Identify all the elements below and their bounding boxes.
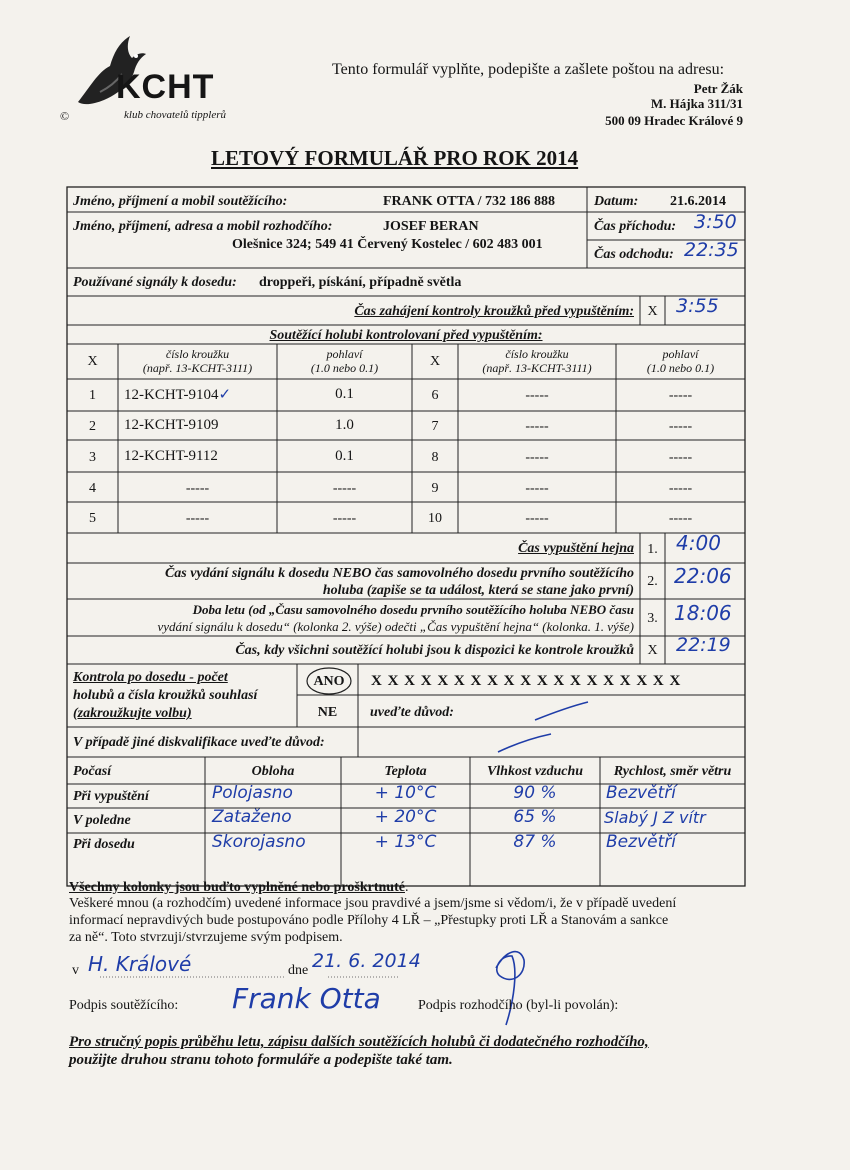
pigeon-sex-5: ----- (332, 511, 357, 526)
departure-value: 22:35 (684, 239, 739, 261)
weather-wind-1: Slabý J Z vítr (604, 808, 706, 827)
pigeon-ring-5: ----- (185, 511, 210, 526)
col-ring-left: číslo kroužku (např. 13-KCHT-3111) (142, 347, 253, 375)
duration-line-2: vydání signálu k dosedu“ (kolonka 2. výše) odečti „Čas vypuštění hejna“ (kolonka. 1. výše) (157, 619, 634, 634)
footer-date: 21. 6. 2014 (312, 950, 421, 972)
pigeon-n-5: 5 (89, 511, 96, 526)
weather-hum-1: 65 % (513, 807, 557, 827)
weather-temp-1: + 20°C (374, 807, 437, 827)
pigeon-n-8: 8 (431, 450, 439, 465)
pigeon-sex-2: 1.0 (335, 417, 354, 433)
pigeon-ring-10: ----- (525, 511, 549, 526)
pigeon-ring-7: ----- (525, 419, 549, 434)
pigeon-sex-4: ----- (332, 481, 357, 496)
address-street: M. Hájka 311/31 (650, 96, 743, 111)
pigeon-n-6: 6 (431, 388, 439, 403)
control-no: NE (317, 705, 338, 720)
pigeon-n-1: 1 (89, 388, 96, 403)
weather-h-3: Vlhkost vzduchu (486, 764, 584, 779)
col-sex-left: pohlaví (1.0 nebo 0.1) (310, 347, 379, 375)
col-sex-right: pohlaví (1.0 nebo 0.1) (646, 347, 715, 375)
weather-h-0: Počasí (73, 764, 112, 779)
col-ring-right: číslo kroužku (např. 13-KCHT-3111) (482, 347, 592, 375)
weather-row-label-2: Při dosedu (73, 837, 135, 852)
pigeon-sex-10: ----- (668, 511, 693, 526)
place-value: H. Králové (88, 952, 192, 976)
control-yes: ANO (313, 674, 345, 689)
note-line-1: Veškeré mnou (a rozhodčím) uvedené informace jsou pravdivé a jsem/jsme si vědom/i, že v případě uvedení (69, 896, 677, 911)
note-line-2: informací nepravdivých bude postupováno podle Přílohy 4 LŘ – „Přestupky proti LŘ a Stanovám a sankce (69, 913, 669, 928)
signal-value: 22:06 (674, 564, 732, 588)
control-line-2: holubů a čísla kroužků souhlasí (73, 688, 258, 703)
page-title: LETOVÝ FORMULÁŘ PRO ROK 2014 (211, 146, 579, 170)
referee-label: Jméno, příjmení, adresa a mobil rozhodčího: (73, 219, 333, 234)
pigeon-n-4: 4 (89, 481, 96, 496)
release-num: 1. (647, 542, 658, 557)
pigeon-n-10: 10 (428, 511, 442, 526)
weather-row-label-0: Při vypuštění (73, 789, 149, 804)
pigeons-title: Soutěžící holubi kontrolovaní před vypuštěním: (269, 328, 543, 343)
arrival-value: 3:50 (694, 211, 737, 233)
signals-label: Používané signály k dosedu: (73, 275, 237, 290)
control-xs: X X X X X X X X X X X X X X X X X X X (371, 673, 682, 689)
release-label: Čas vypuštění hejna (518, 541, 634, 556)
weather-hum-0: 90 % (513, 783, 557, 803)
contestant-value: FRANK OTTA / 732 186 888 (383, 194, 556, 209)
pigeon-ring-2: 12-KCHT-9109 (124, 417, 219, 433)
signal-line-1: Čas vydání signálu k dosedu NEBO čas samovolného dosedu prvního soutěžícího (164, 566, 634, 581)
signal-num: 2. (647, 574, 658, 589)
logo-text: KCHT (116, 68, 215, 106)
pigeon-ring-9: ----- (525, 481, 549, 496)
referee-name: JOSEF BERAN (383, 219, 479, 234)
referee-address: Olešnice 324; 549 41 Červený Kostelec / 602 483 001 (232, 237, 543, 252)
pigeon-ring-4: ----- (185, 481, 210, 496)
col-x-left: X (87, 354, 98, 369)
pigeon-sex-6: ----- (668, 388, 693, 403)
address-name: Petr Žák (693, 81, 743, 96)
weather-h-2: Teplota (384, 764, 427, 779)
departure-label: Čas odchodu: (594, 247, 674, 262)
weather-hum-2: 87 % (513, 832, 557, 852)
bottom-line-2: použijte druhou stranu tohoto formuláře a podepište také tam. (69, 1052, 453, 1068)
weather-temp-0: + 10°C (374, 783, 437, 803)
pigeon-ring-1: 12-KCHT-9104✓ (124, 385, 232, 403)
address-city: 500 09 Hradec Králové 9 (605, 113, 743, 128)
pigeon-sex-1: 0.1 (335, 386, 354, 402)
pigeon-sex-7: ----- (668, 419, 693, 434)
pigeon-n-9: 9 (431, 481, 439, 496)
date-value: 21.6.2014 (670, 194, 726, 209)
logo-subtitle: klub chovatelů tipplerů (124, 109, 227, 121)
pigeon-ring-3: 12-KCHT-9112 (124, 448, 218, 464)
pigeon-sex-9: ----- (668, 481, 693, 496)
instruction-text: Tento formulář vyplňte, podepište a zašlete poštou na adresu: (332, 61, 725, 78)
pigeon-sex-3: 0.1 (335, 448, 354, 464)
logo-copyright: © (60, 109, 70, 123)
duration-value: 18:06 (674, 601, 732, 625)
weather-sky-0: Polojasno (212, 783, 293, 803)
bottom-line-1: Pro stručný popis průběhu letu, zápisu dalších soutěžících holubů či dodatečného rozhodčího, (69, 1034, 649, 1050)
pigeon-n-7: 7 (431, 419, 439, 434)
note-line-3: za ně“. Toto stvrzuji/stvrzujeme svým podpisem. (69, 930, 343, 945)
col-x-right: X (429, 354, 441, 369)
weather-temp-2: + 13°C (374, 832, 437, 852)
duration-num: 3. (647, 611, 658, 626)
duration-line-1: Doba letu (od „Času samovolného dosedu prvního soutěžícího holuba NEBO času (192, 602, 634, 617)
pigeon-sex-8: ----- (668, 450, 693, 465)
ring-check-value: 3:55 (676, 295, 719, 317)
ring-check-mark: X (647, 304, 658, 319)
all-available-mark: X (647, 643, 658, 658)
weather-sky-2: Skorojasno (212, 832, 306, 852)
weather-sky-1: Zataženo (212, 807, 292, 827)
ring-check-label: Čas zahájení kontroly kroužků před vypuštěním: (354, 304, 634, 319)
pigeon-ring-8: ----- (525, 450, 549, 465)
all-available-label: Čas, kdy všichni soutěžící holubi jsou k dispozici ke kontrole kroužků (235, 643, 634, 658)
weather-wind-0: Bezvětří (606, 783, 676, 803)
pigeon-ring-6: ----- (525, 388, 549, 403)
pigeon-n-3: 3 (89, 450, 96, 465)
signal-line-2: holuba (zapiše se ta událost, která se stane jako první) (322, 583, 634, 598)
disq-label: V případě jiné diskvalifikace uveďte důvod: (73, 735, 325, 750)
weather-row-label-1: V poledne (73, 813, 131, 828)
date-label: Datum: (594, 194, 639, 209)
all-available-value: 22:19 (676, 634, 731, 656)
signals-value: droppeři, pískání, případně světla (259, 275, 462, 290)
release-value: 4:00 (676, 531, 721, 555)
place-prefix: v (72, 963, 79, 978)
control-reason-label: uveďte důvod: (370, 705, 454, 720)
sig-contestant-label: Podpis soutěžícího: (69, 998, 179, 1013)
sig-contestant-value: Frank Otta (232, 982, 381, 1015)
contestant-label: Jméno, příjmení a mobil soutěžícího: (73, 194, 288, 209)
weather-h-1: Obloha (251, 764, 295, 779)
control-line-1: Kontrola po dosedu - počet (73, 670, 228, 685)
date-prefix: dne (288, 963, 309, 978)
weather-h-4: Rychlost, směr větru (613, 764, 732, 779)
note-title: Všechny kolonky jsou buďto vyplněné nebo proškrtnuté. (69, 880, 409, 895)
weather-wind-2: Bezvětří (606, 832, 676, 852)
pigeon-n-2: 2 (89, 419, 96, 434)
control-line-3: (zakroužkujte volbu) (73, 706, 192, 721)
sig-referee-label: Podpis rozhodčího (byl-li povolán): (418, 998, 619, 1013)
arrival-label: Čas příchodu: (594, 219, 677, 234)
